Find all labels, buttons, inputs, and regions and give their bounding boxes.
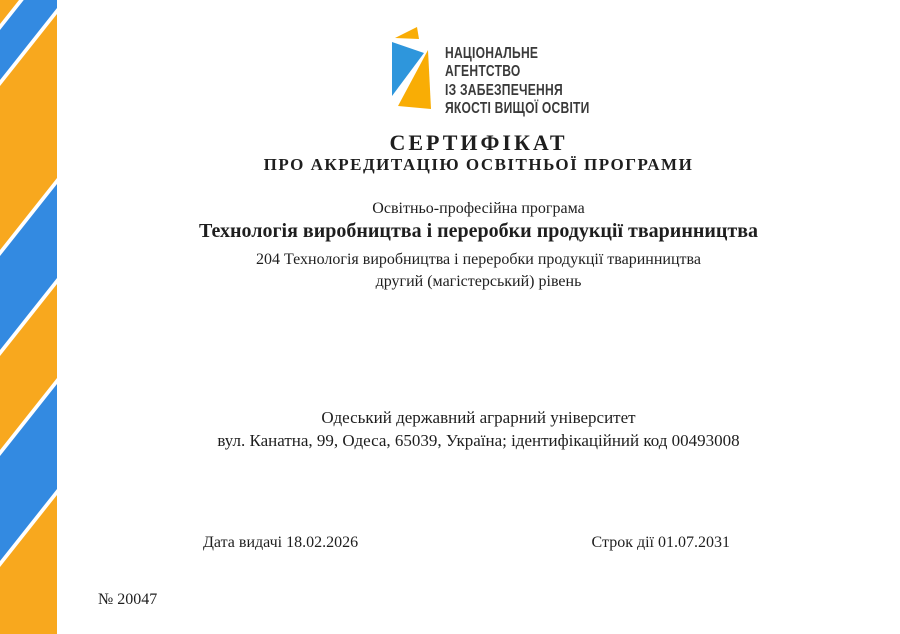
agency-name-line: НАЦІОНАЛЬНЕ	[445, 45, 539, 62]
certificate-title: СЕРТИФІКАТ	[389, 130, 568, 155]
program-code-line: 204 Технологія виробництва і переробки продукції тваринництва	[256, 251, 701, 268]
program-name: Технологія виробництва і переробки продукції тваринництва	[198, 220, 759, 242]
program-level: другий (магістерський) рівень	[375, 273, 582, 290]
validity-date: Строк дії 01.07.2031	[591, 534, 730, 551]
agency-name-line: ІЗ ЗАБЕЗПЕЧЕННЯ	[445, 81, 563, 99]
issue-date: Дата видачі 18.02.2026	[203, 534, 359, 551]
agency-name-line: АГЕНТСТВО	[445, 63, 521, 81]
institution-address: вул. Канатна, 99, Одеса, 65039, Україна; ідентифікаційний код 00493008	[217, 431, 740, 450]
diagonal-stripes-border	[0, 0, 57, 634]
certificate-number: № 20047	[98, 591, 158, 608]
agency-name-line: ЯКОСТІ ВИЩОЇ ОСВІТИ	[445, 100, 590, 118]
institution-name: Одеський державний аграрний університет	[321, 408, 636, 427]
program-type-label: Освітньо-професійна програма	[372, 200, 585, 217]
naqa-logo-icon	[385, 24, 437, 120]
certificate-subtitle: ПРО АКРЕДИТАЦІЮ ОСВІТНЬОЇ ПРОГРАМИ	[263, 155, 694, 174]
agency-name	[445, 45, 590, 119]
